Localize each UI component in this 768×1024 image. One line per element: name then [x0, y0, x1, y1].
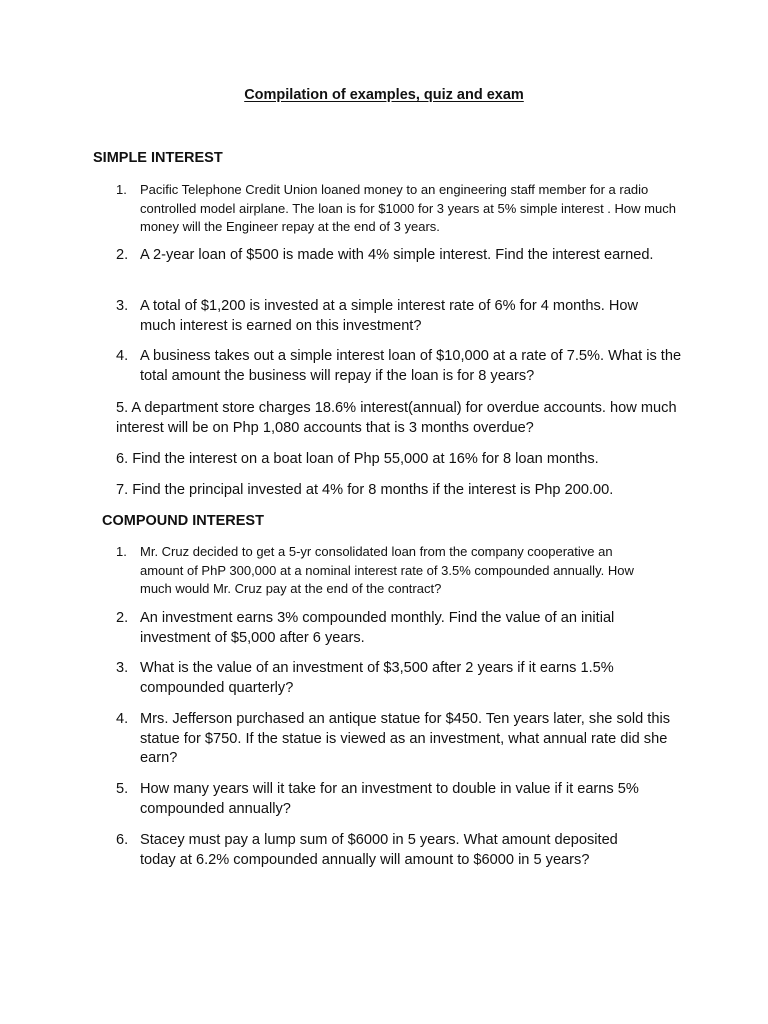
item-text: A department store charges 18.6% interest(annual) for overdue accounts. how much interest will be on Php 1,080 accounts that is 3 months overdue? [116, 400, 677, 436]
simple-interest-item-7 [116, 481, 696, 501]
item-number: 1. [116, 182, 127, 197]
section-heading-compound-interest: COMPOUND INTEREST [102, 513, 264, 529]
item-number: 5. [116, 400, 129, 416]
item-number: 6. [116, 832, 129, 848]
item-text: Find the interest on a boat loan of Php 55,000 at 16% for 8 loan months. [132, 451, 599, 467]
item-number: 4. [116, 348, 129, 364]
item-text: A 2-year loan of $500 is made with 4% simple interest. Find the interest earned. [140, 247, 654, 263]
item-number: 3. [116, 660, 129, 676]
compound-interest-item-5 [116, 780, 676, 819]
item-number: 5. [116, 781, 129, 797]
item-text: Mr. Cruz decided to get a 5-yr consolidated loan from the company cooperative an amount of PhP 300,000 at a nominal interest rate of 3.5% compounded annually. How much would Mr. Cruz pay at the end of the contract? [140, 544, 634, 596]
item-text: A total of $1,200 is invested at a simple interest rate of 6% for 4 months. How much interest is earned on this investment? [140, 298, 639, 334]
item-text: Pacific Telephone Credit Union loaned money to an engineering staff member for a radio controlled model airplane. The loan is for $1000 for 3 years at 5% simple interest . How much money will the Engineer repay at the end of 3 years. [140, 182, 676, 234]
item-text: Mrs. Jefferson purchased an antique statue for $450. Ten years later, she sold this statue for $750. If the statue is viewed as an investment, what annual rate did she earn? [140, 711, 671, 766]
item-number: 3. [116, 298, 129, 314]
item-text: What is the value of an investment of $3,500 after 2 years if it earns 1.5% compounded quarterly? [140, 660, 614, 696]
item-text: Find the principal invested at 4% for 8 months if the interest is Php 200.00. [132, 482, 614, 498]
page-title: Compilation of examples, quiz and exam [244, 87, 524, 103]
compound-interest-item-2 [116, 609, 676, 648]
item-text: Stacey must pay a lump sum of $6000 in 5 years. What amount deposited today at 6.2% compounded annually will amount to $6000 in 5 years? [140, 832, 618, 868]
simple-interest-item-2 [116, 246, 656, 266]
item-number: 7. [116, 482, 129, 498]
item-number: 2. [116, 610, 129, 626]
compound-interest-item-3 [116, 659, 656, 698]
item-number: 1. [116, 544, 127, 559]
simple-interest-item-5 [116, 399, 688, 438]
item-number: 4. [116, 711, 129, 727]
item-number: 6. [116, 451, 129, 467]
section-heading-simple-interest: SIMPLE INTEREST [93, 150, 223, 166]
item-text: An investment earns 3% compounded monthly. Find the value of an initial investment of $5,000 after 6 years. [140, 610, 615, 646]
compound-interest-item-6 [116, 831, 656, 870]
simple-interest-item-3 [116, 297, 676, 336]
item-number: 2. [116, 247, 129, 263]
compound-interest-item-4 [116, 710, 688, 769]
item-text: How many years will it take for an investment to double in value if it earns 5% compounded annually? [140, 781, 639, 817]
simple-interest-item-1 [116, 181, 676, 237]
item-text: A business takes out a simple interest loan of $10,000 at a rate of 7.5%. What is the total amount the business will repay if the loan is for 8 years? [140, 348, 682, 384]
compound-interest-item-1 [116, 543, 656, 599]
simple-interest-item-6 [116, 450, 688, 470]
simple-interest-item-4 [116, 347, 688, 386]
